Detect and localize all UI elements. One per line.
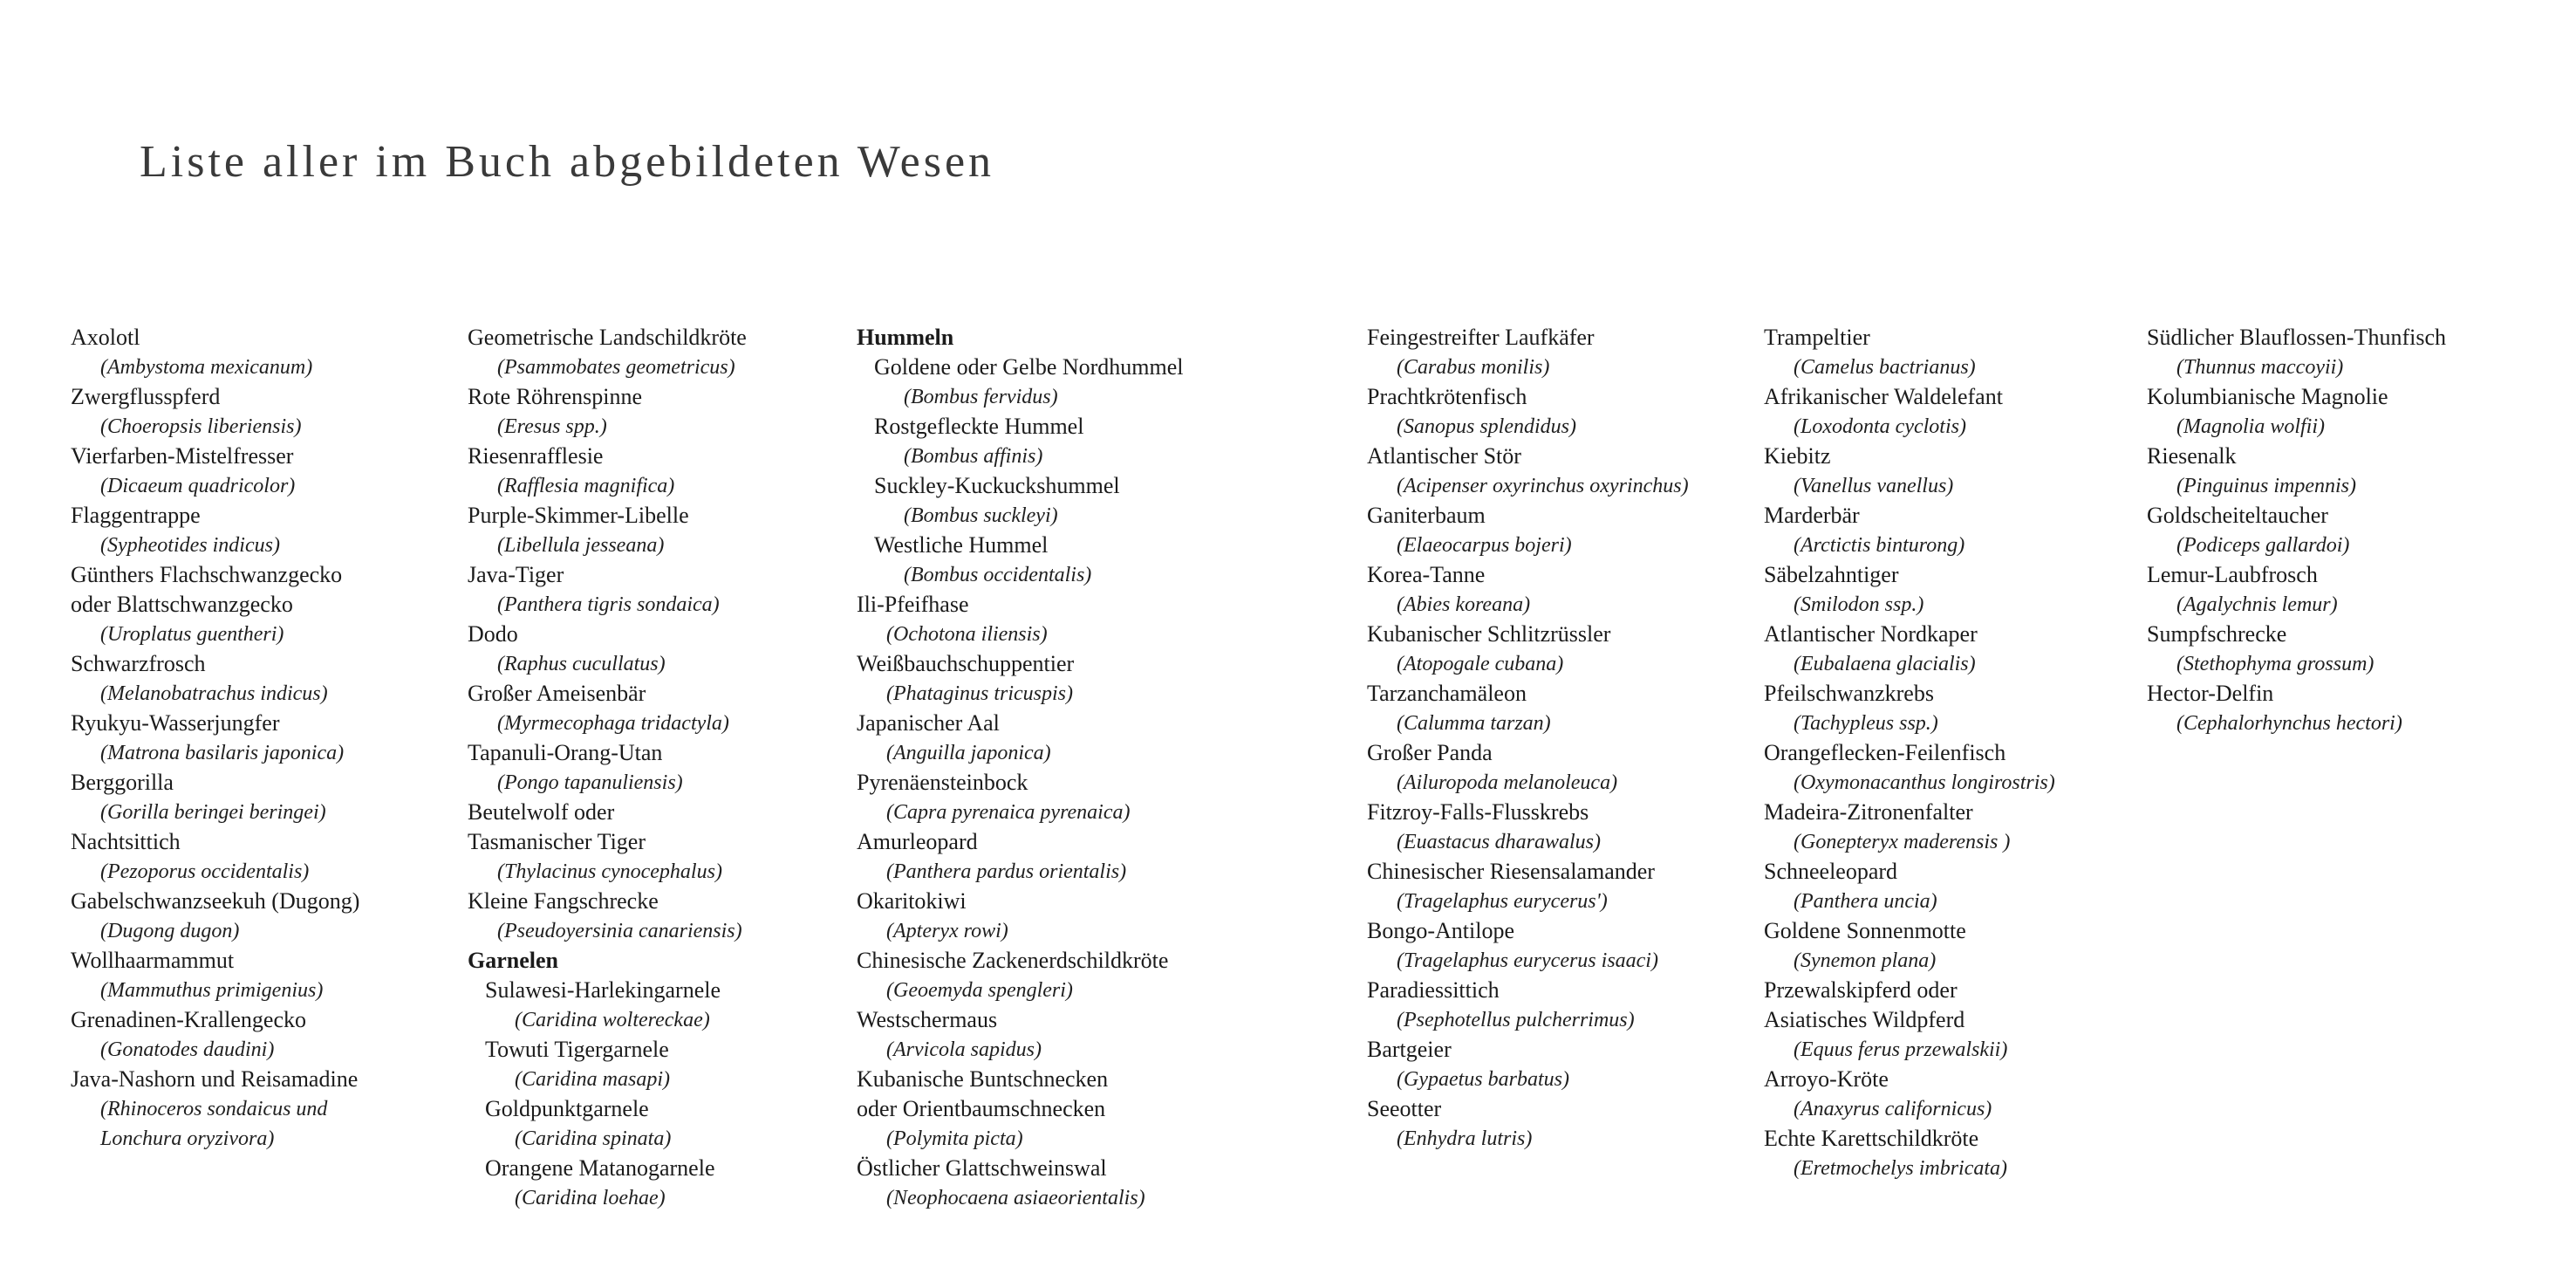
species-name-line: Berggorilla	[71, 770, 174, 795]
species-name-line: Dodo	[468, 621, 518, 647]
species-latin-line: (Uroplatus guentheri)	[100, 623, 284, 646]
species-entry	[468, 679, 747, 738]
species-entry	[857, 768, 1184, 827]
species-latin-line: (Bombus fervidus)	[904, 386, 1058, 408]
species-entry	[468, 946, 747, 976]
species-name-line: Ryukyu-Wasserjungfer	[71, 710, 280, 736]
species-entry	[857, 649, 1184, 709]
species-entry	[71, 442, 359, 501]
species-name-line: Afrikanischer Waldelefant	[1764, 384, 2003, 409]
species-entry	[71, 560, 359, 649]
species-name-line: Fitzroy-Falls-Flusskrebs	[1367, 799, 1589, 825]
species-latin-line: (Ochotona iliensis)	[886, 623, 1048, 646]
species-latin-line: (Oxymonacanthus longirostris)	[1794, 771, 2055, 794]
species-latin-line: (Neophocaena asiaeorientalis)	[886, 1187, 1145, 1209]
species-latin-line: (Dugong dugon)	[100, 920, 240, 942]
species-latin-line: (Panthera uncia)	[1794, 890, 1937, 913]
species-entry	[1764, 442, 2055, 501]
species-name-line: Kubanische Buntschnecken	[857, 1066, 1109, 1092]
species-name-line: Bartgeier	[1367, 1037, 1452, 1062]
species-latin-line: (Ailuropoda melanoleuca)	[1397, 771, 1618, 794]
species-entry	[1367, 560, 1689, 620]
species-name-line: Großer Ameisenbär	[468, 681, 646, 706]
species-name-line: Großer Panda	[1367, 740, 1493, 765]
species-latin-line: (Psammobates geometricus)	[497, 356, 735, 379]
species-name-line: Geometrische Landschildkröte	[468, 325, 747, 350]
species-name-line: Goldscheiteltaucher	[2147, 503, 2328, 528]
species-name-line: Okaritokiwi	[857, 888, 967, 914]
species-entry	[857, 590, 1184, 649]
species-entry	[1367, 976, 1689, 1035]
species-entry	[1367, 679, 1689, 738]
species-latin-line: (Anaxyrus californicus)	[1794, 1098, 1992, 1120]
species-entry	[857, 412, 1184, 471]
species-latin-line: (Ambystoma mexicanum)	[100, 356, 313, 379]
species-name-line: Amurleopard	[857, 829, 978, 854]
species-latin-line: Lonchura oryzivora)	[100, 1127, 275, 1150]
species-name-line: Rote Röhrenspinne	[468, 384, 643, 409]
species-name-line: Wollhaarmammut	[71, 948, 235, 973]
species-latin-line: (Rafflesia magnifica)	[497, 475, 675, 497]
species-name-line: Paradiessittich	[1367, 977, 1500, 1003]
species-name-line: oder Orientbaumschnecken	[857, 1096, 1106, 1121]
species-name-line: Axolotl	[71, 325, 140, 350]
species-entry	[1764, 382, 2055, 442]
species-entry	[468, 1154, 747, 1213]
species-latin-line: (Thylacinus cynocephalus)	[497, 860, 722, 883]
species-latin-line: (Bombus suckleyi)	[904, 504, 1058, 527]
species-latin-line: (Mammuthus primigenius)	[100, 979, 324, 1002]
species-group-header: Garnelen	[468, 948, 558, 973]
species-name-line: Japanischer Aal	[857, 710, 1000, 736]
species-name-line: Ili-Pfeifhase	[857, 592, 969, 617]
species-name-line: Beutelwolf oder	[468, 799, 615, 825]
species-latin-line: (Choeropsis liberiensis)	[100, 415, 302, 438]
species-latin-line: (Sanopus splendidus)	[1397, 415, 1576, 438]
species-entry	[2147, 382, 2446, 442]
species-name-line: Kiebitz	[1764, 443, 1831, 469]
species-name-line: Korea-Tanne	[1367, 562, 1486, 587]
species-group-header: Hummeln	[857, 325, 954, 350]
species-entry	[1764, 679, 2055, 738]
species-entry	[857, 353, 1184, 412]
species-name-line: Prachtkrötenfisch	[1367, 384, 1527, 409]
species-entry	[468, 620, 747, 679]
species-entry	[71, 946, 359, 1005]
species-name-line: Orangeflecken-Feilenfisch	[1764, 740, 2006, 765]
species-column-6	[2147, 323, 2446, 738]
species-name-line: Bongo-Antilope	[1367, 918, 1514, 943]
species-name-line: Asiatisches Wildpferd	[1764, 1007, 1965, 1032]
species-latin-line: (Thunnus maccoyii)	[2176, 356, 2344, 379]
species-entry	[857, 887, 1184, 946]
species-entry	[2147, 323, 2446, 382]
species-entry	[857, 946, 1184, 1005]
species-name-line: Chinesischer Riesensalamander	[1367, 859, 1655, 884]
species-latin-line: (Eretmochelys imbricata)	[1794, 1157, 2008, 1180]
species-entry	[71, 709, 359, 768]
page-title: Liste aller im Buch abgebildeten Wesen	[140, 137, 995, 187]
species-entry	[71, 887, 359, 946]
species-latin-line: (Gorilla beringei beringei)	[100, 801, 326, 824]
species-latin-line: (Agalychnis lemur)	[2176, 593, 2338, 616]
species-latin-line: (Matrona basilaris japonica)	[100, 742, 345, 764]
species-latin-line: (Tragelaphus eurycerus isaaci)	[1397, 949, 1658, 972]
species-latin-line: (Melanobatrachus indicus)	[100, 682, 328, 705]
species-latin-line: (Loxodonta cyclotis)	[1794, 415, 1966, 438]
species-name-line: Kolumbianische Magnolie	[2147, 384, 2388, 409]
species-entry	[857, 709, 1184, 768]
species-entry	[71, 382, 359, 442]
species-latin-line: (Euastacus dharawalus)	[1397, 831, 1601, 853]
species-latin-line: (Geoemyda spengleri)	[886, 979, 1073, 1002]
species-name-line: Tarzanchamäleon	[1367, 681, 1527, 706]
species-latin-line: (Magnolia wolfii)	[2176, 415, 2325, 438]
species-name-line: Sulawesi-Harlekingarnele	[485, 977, 721, 1003]
species-latin-line: (Libellula jesseana)	[497, 534, 665, 557]
species-latin-line: (Tachypleus ssp.)	[1794, 712, 1938, 735]
species-latin-line: (Panthera tigris sondaica)	[497, 593, 720, 616]
species-latin-line: (Enhydra lutris)	[1397, 1127, 1533, 1150]
species-entry	[2147, 501, 2446, 560]
species-latin-line: (Acipenser oxyrinchus oxyrinchus)	[1397, 475, 1689, 497]
species-entry	[1367, 442, 1689, 501]
species-latin-line: (Raphus cucullatus)	[497, 653, 666, 675]
species-name-line: Seeotter	[1367, 1096, 1442, 1121]
species-name-line: Zwergflusspferd	[71, 384, 221, 409]
species-column-2	[468, 323, 747, 1213]
species-latin-line: (Bombus occidentalis)	[904, 564, 1092, 586]
species-name-line: Weißbauchschuppentier	[857, 651, 1075, 676]
species-latin-line: (Eresus spp.)	[497, 415, 607, 438]
species-entry	[468, 442, 747, 501]
species-latin-line: (Gypaetus barbatus)	[1397, 1068, 1569, 1091]
species-entry	[1367, 323, 1689, 382]
species-latin-line: (Pseudoyersinia canariensis)	[497, 920, 742, 942]
species-name-line: Östlicher Glattschweinswal	[857, 1155, 1107, 1181]
species-latin-line: (Anguilla japonica)	[886, 742, 1051, 764]
species-name-line: Schwarzfrosch	[71, 651, 206, 676]
species-entry	[468, 976, 747, 1035]
species-latin-line: (Rhinoceros sondaicus und	[100, 1098, 328, 1120]
species-name-line: Vierfarben-Mistelfresser	[71, 443, 294, 469]
species-latin-line: (Pezoporus occidentalis)	[100, 860, 310, 883]
species-entry	[857, 827, 1184, 887]
species-latin-line: (Pongo tapanuliensis)	[497, 771, 683, 794]
species-entry	[1764, 1065, 2055, 1124]
species-entry	[71, 1005, 359, 1065]
species-name-line: Madeira-Zitronenfalter	[1764, 799, 1973, 825]
species-entry	[2147, 442, 2446, 501]
species-entry	[1367, 382, 1689, 442]
species-name-line: Lemur-Laubfrosch	[2147, 562, 2318, 587]
species-entry	[1764, 976, 2055, 1065]
species-name-line: Säbelzahntiger	[1764, 562, 1899, 587]
species-entry	[1764, 1124, 2055, 1183]
species-latin-line: (Synemon plana)	[1794, 949, 1937, 972]
species-name-line: Trampeltier	[1764, 325, 1870, 350]
species-name-line: Towuti Tigergarnele	[485, 1037, 669, 1062]
species-name-line: Günthers Flachschwanzgecko	[71, 562, 343, 587]
species-latin-line: (Phataginus tricuspis)	[886, 682, 1073, 705]
species-latin-line: (Camelus bactrianus)	[1794, 356, 1976, 379]
species-name-line: Goldene Sonnenmotte	[1764, 918, 1966, 943]
species-latin-line: (Gonatodes daudini)	[100, 1038, 275, 1061]
species-entry	[2147, 679, 2446, 738]
species-column-1	[71, 323, 359, 1154]
species-name-line: Przewalskipferd oder	[1764, 977, 1958, 1003]
species-latin-line: (Caridina woltereckae)	[515, 1009, 710, 1031]
species-latin-line: (Dicaeum quadricolor)	[100, 475, 296, 497]
species-latin-line: (Bombus affinis)	[904, 445, 1043, 468]
species-name-line: Nachtsittich	[71, 829, 181, 854]
species-latin-line: (Pinguinus impennis)	[2176, 475, 2356, 497]
species-latin-line: (Sypheotides indicus)	[100, 534, 280, 557]
species-name-line: Tapanuli-Orang-Utan	[468, 740, 663, 765]
species-name-line: Westliche Hummel	[874, 532, 1049, 558]
species-latin-line: (Eubalaena glacialis)	[1794, 653, 1976, 675]
species-latin-line: (Smilodon ssp.)	[1794, 593, 1924, 616]
species-entry	[857, 1154, 1184, 1213]
species-entry	[1367, 620, 1689, 679]
species-entry	[468, 323, 747, 382]
species-entry	[468, 382, 747, 442]
species-entry	[1764, 857, 2055, 916]
species-column-3	[857, 323, 1184, 1213]
species-latin-line: (Calumma tarzan)	[1397, 712, 1551, 735]
species-column-5	[1764, 323, 2055, 1183]
species-latin-line: (Panthera pardus orientalis)	[886, 860, 1127, 883]
species-latin-line: (Arvicola sapidus)	[886, 1038, 1042, 1061]
species-latin-line: (Arctictis binturong)	[1794, 534, 1965, 557]
species-name-line: Gabelschwanzseekuh (Dugong)	[71, 888, 360, 914]
species-name-line: Atlantischer Nordkaper	[1764, 621, 1978, 647]
species-latin-line: (Psephotellus pulcherrimus)	[1397, 1009, 1635, 1031]
species-latin-line: (Vanellus vanellus)	[1794, 475, 1954, 497]
species-latin-line: (Elaeocarpus bojeri)	[1397, 534, 1572, 557]
species-entry	[71, 768, 359, 827]
species-name-line: Orangene Matanogarnele	[485, 1155, 715, 1181]
species-entry	[468, 1035, 747, 1094]
species-entry	[1367, 738, 1689, 798]
species-name-line: Kubanischer Schlitzrüssler	[1367, 621, 1611, 647]
species-name-line: Kleine Fangschrecke	[468, 888, 659, 914]
species-entry	[1367, 798, 1689, 857]
species-column-4	[1367, 323, 1689, 1154]
species-name-line: Atlantischer Stör	[1367, 443, 1521, 469]
species-name-line: Goldene oder Gelbe Nordhummel	[874, 354, 1184, 380]
species-latin-line: (Atopogale cubana)	[1397, 653, 1564, 675]
species-entry	[1764, 560, 2055, 620]
species-entry	[1367, 857, 1689, 916]
species-entry	[1764, 798, 2055, 857]
species-name-line: Arroyo-Kröte	[1764, 1066, 1889, 1092]
species-name-line: Purple-Skimmer-Libelle	[468, 503, 689, 528]
species-latin-line: (Equus ferus przewalskii)	[1794, 1038, 2008, 1061]
species-entry	[468, 738, 747, 798]
species-latin-line: (Gonepteryx maderensis )	[1794, 831, 2011, 853]
species-latin-line: (Podiceps gallardoi)	[2176, 534, 2350, 557]
species-entry	[857, 323, 1184, 353]
species-name-line: Goldpunktgarnele	[485, 1096, 649, 1121]
species-entry	[857, 471, 1184, 531]
species-name-line: Schneeleopard	[1764, 859, 1898, 884]
species-entry	[71, 323, 359, 382]
species-latin-line: (Tragelaphus eurycerus')	[1397, 890, 1608, 913]
species-entry	[1367, 916, 1689, 976]
species-name-line: Feingestreifter Laufkäfer	[1367, 325, 1595, 350]
species-entry	[71, 1065, 359, 1154]
species-name-line: Tasmanischer Tiger	[468, 829, 646, 854]
species-latin-line: (Caridina loehae)	[515, 1187, 666, 1209]
species-entry	[857, 1065, 1184, 1154]
species-entry	[857, 1005, 1184, 1065]
species-entry	[1764, 738, 2055, 798]
species-entry	[857, 531, 1184, 590]
species-entry	[1367, 1035, 1689, 1094]
species-entry	[1367, 1094, 1689, 1154]
species-name-line: Sumpfschrecke	[2147, 621, 2287, 647]
species-entry	[1764, 501, 2055, 560]
species-latin-line: (Capra pyrenaica pyrenaica)	[886, 801, 1131, 824]
species-entry	[71, 827, 359, 887]
species-latin-line: (Carabus monilis)	[1397, 356, 1550, 379]
species-entry	[468, 798, 747, 887]
species-name-line: Java-Tiger	[468, 562, 564, 587]
species-entry	[1764, 916, 2055, 976]
species-name-line: Hector-Delfin	[2147, 681, 2274, 706]
species-entry	[71, 649, 359, 709]
species-name-line: Riesenalk	[2147, 443, 2237, 469]
species-entry	[2147, 620, 2446, 679]
species-latin-line: (Stethophyma grossum)	[2176, 653, 2374, 675]
species-latin-line: (Apteryx rowi)	[886, 920, 1008, 942]
species-latin-line: (Caridina masapi)	[515, 1068, 671, 1091]
species-latin-line: (Myrmecophaga tridactyla)	[497, 712, 729, 735]
species-name-line: Südlicher Blauflossen-Thunfisch	[2147, 325, 2446, 350]
species-latin-line: (Polymita picta)	[886, 1127, 1023, 1150]
species-entry	[468, 887, 747, 946]
species-name-line: Suckley-Kuckuckshummel	[874, 473, 1120, 498]
species-entry	[1764, 323, 2055, 382]
species-name-line: Rostgefleckte Hummel	[874, 414, 1084, 439]
species-name-line: Westschermaus	[857, 1007, 998, 1032]
species-entry	[1367, 501, 1689, 560]
species-name-line: Echte Karettschildkröte	[1764, 1126, 1979, 1151]
species-name-line: Marderbär	[1764, 503, 1860, 528]
species-latin-line: (Abies koreana)	[1397, 593, 1531, 616]
species-name-line: Riesenrafflesie	[468, 443, 604, 469]
species-entry	[1764, 620, 2055, 679]
species-name-line: Pyrenäensteinbock	[857, 770, 1028, 795]
species-entry	[468, 560, 747, 620]
species-name-line: Grenadinen-Krallengecko	[71, 1007, 306, 1032]
species-name-line: Java-Nashorn und Reisamadine	[71, 1066, 359, 1092]
species-entry	[2147, 560, 2446, 620]
species-latin-line: (Cephalorhynchus hectori)	[2176, 712, 2402, 735]
species-name-line: Flaggentrappe	[71, 503, 201, 528]
species-name-line: Pfeilschwanzkrebs	[1764, 681, 1934, 706]
species-entry	[468, 501, 747, 560]
species-latin-line: (Caridina spinata)	[515, 1127, 672, 1150]
species-entry	[71, 501, 359, 560]
species-name-line: oder Blattschwanzgecko	[71, 592, 293, 617]
species-name-line: Ganiterbaum	[1367, 503, 1486, 528]
species-name-line: Chinesische Zackenerdschildkröte	[857, 948, 1169, 973]
species-entry	[468, 1094, 747, 1154]
